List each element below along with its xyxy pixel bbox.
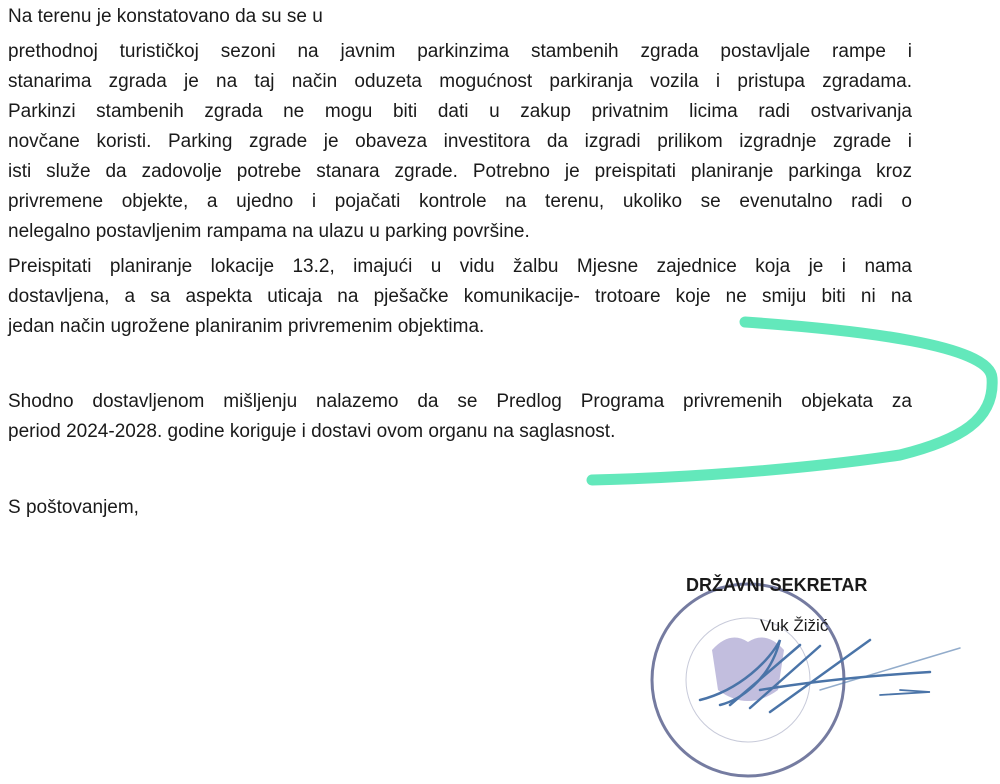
text-line: stanarima zgrada je na taj način oduzeta mogućnost parkiranja vozila i pristupa zgradama. xyxy=(8,71,912,92)
closing: S poštovanjem, xyxy=(8,497,139,518)
text-line: dostavljena, a sa aspekta uticaja na pješačke komunikacije- trotoare koje ne smiju biti ni na xyxy=(8,286,912,307)
intro-line: Na terenu je konstatovano da su se u xyxy=(8,6,323,27)
text-line: nelegalno postavljenim rampama na ulazu u parking površine. xyxy=(8,221,530,242)
green-highlight-stroke xyxy=(592,322,992,480)
text-line: Preispitati planiranje lokacije 13.2, imajući u vidu žalbu Mjesne zajednice koja je i nama xyxy=(8,256,912,277)
text-line: novčane koristi. Parking zgrade je obaveza investitora da izgradi prilikom izgradnje zgrade i xyxy=(8,131,912,152)
text-line: Parkinzi stambenih zgrada ne mogu biti dati u zakup privatnim licima radi ostvarivanja xyxy=(8,101,912,122)
text-line: prethodnoj turističkoj sezoni na javnim parkinzima stambenih zgrada postavljale rampe i xyxy=(8,41,912,62)
signatory-title: DRŽAVNI SEKRETAR xyxy=(686,575,868,595)
text-line: period 2024-2028. godine koriguje i dostavi ovom organu na saglasnost. xyxy=(8,421,616,442)
text-line: privremene objekte, a ujedno i pojačati kontrole na terenu, ukoliko se evenutalno radi o xyxy=(8,191,912,212)
text-line: Shodno dostavljenom mišljenju nalazemo da se Predlog Programa privremenih objekata za xyxy=(8,391,912,412)
text-line: jedan način ugrožene planiranim privremenim objektima. xyxy=(8,316,485,337)
text-line: isti služe da zadovolje potrebe stanara zgrade. Potrebno je preispitati planiranje parkinga kroz xyxy=(8,161,912,182)
signatory-name: Vuk Žižić xyxy=(760,616,829,635)
